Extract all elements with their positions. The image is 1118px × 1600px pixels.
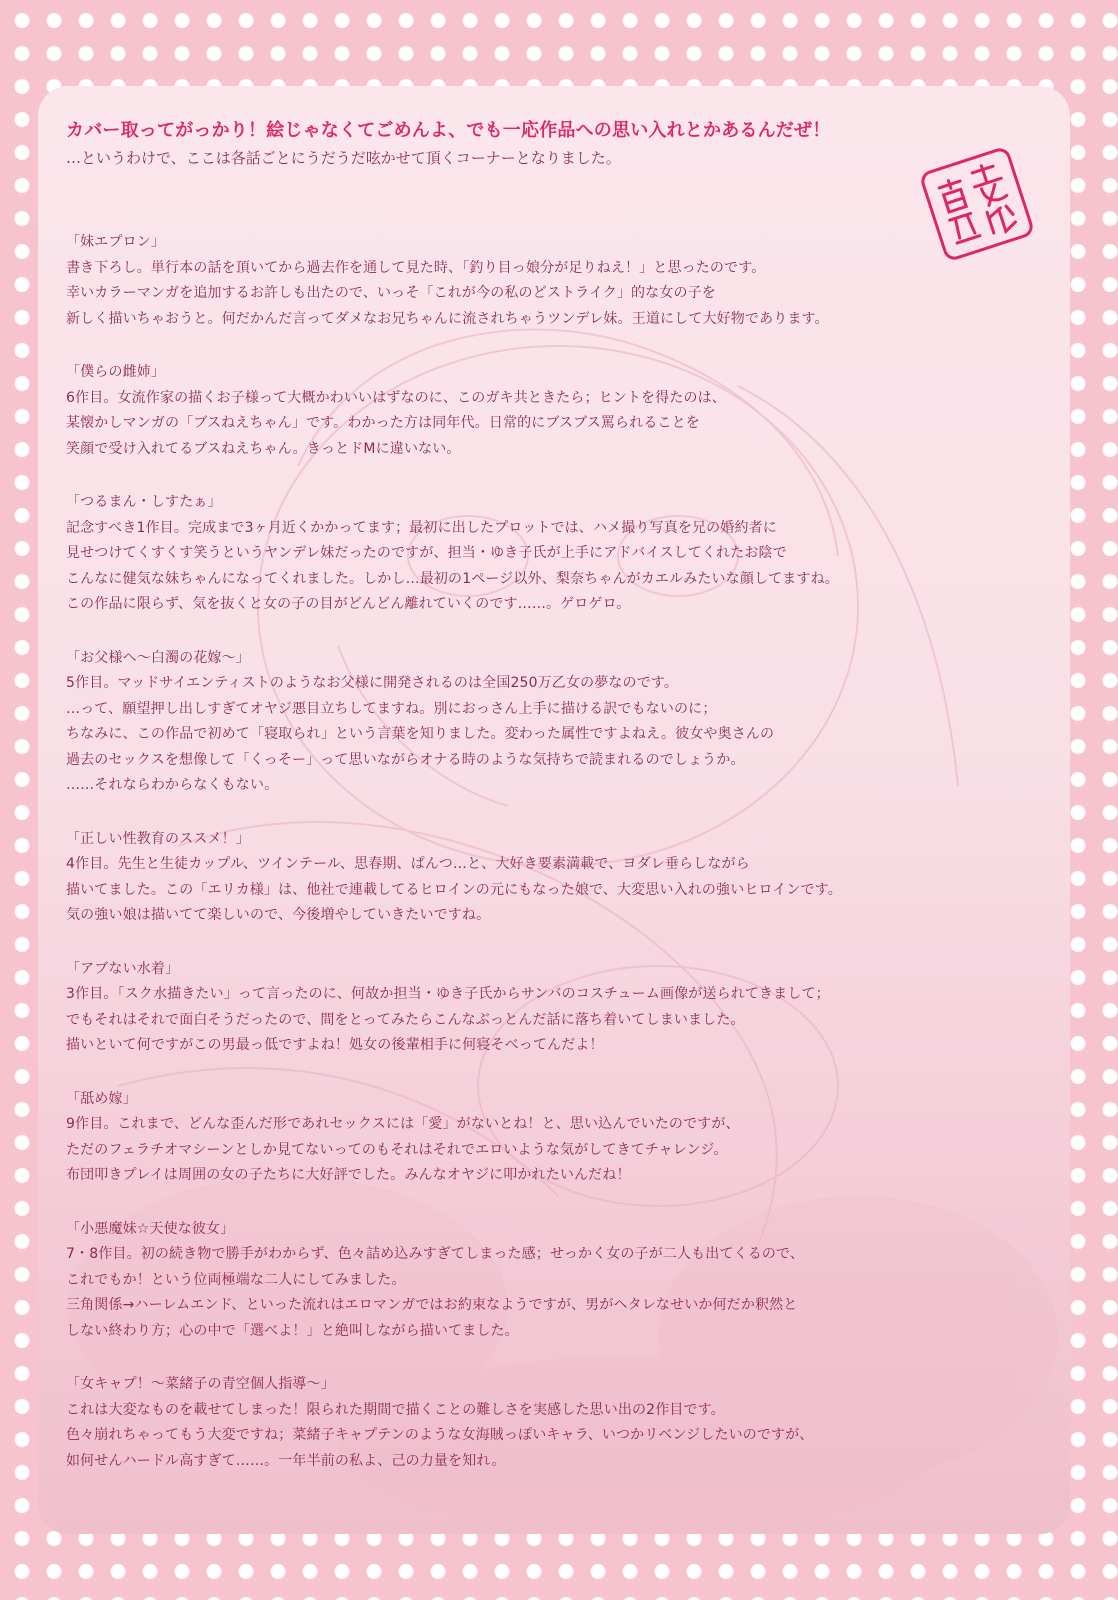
section-line: 布団叩きプレイは周囲の女の子たちに大好評でした。みんなオヤジに叩かれたいんだね！ [66, 1167, 631, 1183]
section-line: ただのフェラチオマシーンとしか見てないってのもそれはそれでエロいような気がしてきてチャレンジ。 [66, 1141, 728, 1158]
section-line: 描いてました。この「エリカ様」は、他社で連載してるヒロインの元にもなった娘で、大変思い入れの強いヒロインです。 [66, 881, 842, 898]
section [66, 957, 1051, 1059]
section-line: こんなに健気な妹ちゃんになってくれました。しかし…最初の1ページ以外、梨奈ちゃんがカエルみたいな顔してますね。 [66, 570, 839, 587]
section-line: …って、願望押し出しすぎてオヤジ悪目立ちしてますね。別におっさん上手に描ける訳でもないのに； [66, 700, 717, 717]
section-line: しない終わり方；心の中で「選べよ！」と絶叫しながら描いてました。 [66, 1322, 519, 1339]
section-line: 新しく描いちゃおうと。何だかんだ言ってダメなお兄ちゃんに流されちゃうツンデレ妹。王道にして大好物であります。 [66, 310, 829, 327]
section-line: 色々崩れちゃってもう大変ですね；菜緒子キャプテンのような女海賊っぽいキャラ、いつかリベンジしたいのですが、 [66, 1427, 814, 1443]
section-line: この作品に限らず、気を抜くと女の子の目がどんどん離れていくのです……。ゲロゲロ。 [66, 596, 631, 612]
section-title: 「つるまん・しすたぁ」 [66, 494, 222, 510]
section-line: 記念すべき1作目。完成まで3ヶ月近くかかってます；最初に出したプロットでは、ハメ撮り写真を兄の婚約者に [66, 519, 777, 536]
section-line: 4作目。先生と生徒カップル、ツインテール、思春期、ぱんつ…と、大好き要素満載で、ヨダレ垂らしながら [66, 856, 750, 872]
section-line: ……それならわからなくもない。 [66, 777, 279, 793]
section-title: 「僕らの雌姉」 [66, 364, 166, 380]
section-line: 3作目。「スク水描きたい」って言ったのに、何故か担当・ゆき子氏からサンバのコスチューム画像が送られてきまして； [66, 986, 830, 1002]
section [66, 1372, 1051, 1474]
section [66, 1217, 1051, 1345]
section-line: 6作目。女流作家の描くお子様って大概かわいいはずなのに、このガキ共ときたら；ヒントを得たのは、 [66, 389, 726, 406]
section-line: 三角関係→ハーレムエンド、といった流れはエロマンガではお約束なようですが、男がヘタレなせいか何だか釈然と [66, 1297, 798, 1313]
section-title: 「舐め嫁」 [66, 1090, 137, 1107]
section-line: でもそれはそれで面白そうだったので、間をとってみたらこんなぶっとんだ話に落ち着いてしまいました。 [66, 1011, 745, 1028]
section-title: 「アブない水着」 [66, 960, 180, 977]
section-line: 書き下ろし。単行本の話を頂いてから過去作を通して見た時、「釣り目っ娘分が足りねえ！」と思ったのです。 [66, 259, 766, 276]
section-line: 見せつけてくすくす笑うというヤンデレ妹だったのですが、担当・ゆき子氏が上手にアドバイスしてくれたお陰で [66, 545, 787, 561]
afterword-content [66, 118, 1051, 1474]
sections-list [66, 230, 1051, 1474]
page-heading: カバー取ってがっかり！絵じゃなくてごめんよ、でも一応作品への思い入れとかあるんだぜ！ [66, 120, 831, 141]
section-line: 某懐かしマンガの「ブスねえちゃん」です。わかった方は同年代。日常的にブスブス罵られることを [66, 415, 700, 431]
section-line: 9作目。これまで、どんな歪んだ形であれセックスには「愛」がないとね！と、思い込んでいたのですが、 [66, 1116, 740, 1132]
section-title: 「女キャプ！～菜緒子の青空個人指導～」 [66, 1376, 335, 1392]
section-title: 「小悪魔妹☆天使な彼女」 [66, 1220, 235, 1237]
section-line: 気の強い娘は描いてて楽しいので、今後増やしていきたいですね。 [66, 907, 491, 923]
section-line: 5作目。マッドサイエンティストのようなお父様に開発されるのは全国250万乙女の夢なのです。 [66, 675, 679, 691]
section [66, 490, 1051, 618]
section-line: これは大変なものを載せてしまった！限られた期間で描くことの難しさを実感した思い出の2作目です。 [66, 1401, 725, 1418]
section [66, 1087, 1051, 1189]
section-line: ちなみに、この作品で初めて「寝取られ」という言葉を知りました。変わった属性ですよねえ。彼女や奥さんの [66, 726, 775, 742]
section-line: 笑顔で受け入れてるブスねえちゃん。きっとドMに違いない。 [66, 440, 461, 457]
section-line: これでもか！という位両極端な二人にしてみました。 [66, 1271, 406, 1288]
section-line: 幸いカラーマンガを追加するお許しも出たので、いっそ「これが今の私のどストライク」的な女の子を [66, 285, 716, 301]
section [66, 827, 1051, 929]
section-title: 「妹エプロン」 [66, 234, 166, 250]
section-line: 如何せんハードル高すぎて……。一年半前の私よ、己の力量を知れ。 [66, 1452, 506, 1469]
section-line: 過去のセックスを想像して「くっそー」って思いながらオナる時のような気持ちで読まれるのでしょうか。 [66, 751, 745, 768]
section-line: 描いといて何ですがこの男最っ低ですよね！処女の後輩相手に何寝そべってんだよ！ [66, 1037, 604, 1053]
section [66, 360, 1051, 462]
section-title: 「お父様へ～白濁の花嫁～」 [66, 649, 250, 666]
section-title: 「正しい性教育のススメ！」 [66, 830, 250, 847]
section-line: 7・8作目。初の続き物で勝手がわからず、色々詰め込みすぎてしまった感；せっかく女の子が二人も出てくるので、 [66, 1246, 805, 1262]
intro-text: …というわけで、ここは各話ごとにうだうだ呟かせて頂くコーナーとなりました。 [66, 149, 621, 167]
section [66, 230, 1051, 332]
section [66, 646, 1051, 799]
